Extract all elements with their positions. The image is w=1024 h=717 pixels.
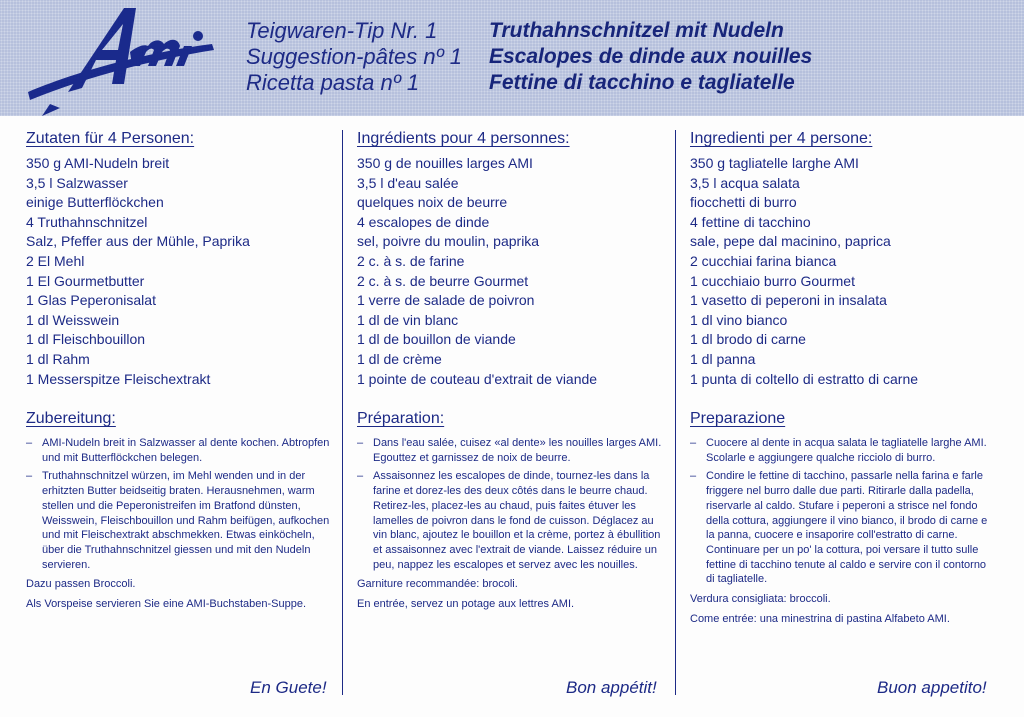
- ingredient-item: 1 dl de crème: [357, 350, 442, 367]
- ingredient-item: Salz, Pfeffer aus der Mühle, Paprika: [26, 233, 250, 250]
- recipe-titles: [489, 18, 812, 96]
- ingredients-list: [357, 154, 657, 389]
- preparation-step: – Cuocere al dente in acqua salata le tagliatelle larghe AMI. Scolarle e aggiungere qualche ricciolo di burro.: [690, 437, 987, 464]
- serving-note: Dazu passen Broccoli.: [26, 578, 136, 591]
- ingredient-item: 4 escalopes de dinde: [357, 213, 490, 230]
- ingredient-item: 2 El Mehl: [26, 252, 85, 269]
- ingredients-list: [26, 154, 326, 389]
- column-divider: [342, 130, 343, 695]
- preparation-text: [690, 436, 995, 628]
- ingredient-item: 3,5 l acqua salata: [690, 174, 800, 191]
- column-german: [26, 128, 330, 611]
- ingredient-item: 4 fettine di tacchino: [690, 213, 811, 230]
- serving-note: Verdura consigliata: broccoli.: [690, 593, 831, 606]
- ingredient-item: 2 cucchiai farina bianca: [690, 252, 837, 269]
- ingredients-list: [690, 154, 990, 389]
- ingredient-item: 2 c. à s. de farine: [357, 252, 465, 269]
- preparation-heading: Préparation:: [357, 410, 445, 427]
- ingredient-item: einige Butterflöckchen: [26, 194, 164, 211]
- column-italian: [690, 128, 990, 625]
- ingredient-item: 1 dl Rahm: [26, 350, 90, 367]
- ingredient-item: 1 dl brodo di carne: [690, 331, 806, 348]
- ingredient-item: 1 vasetto di peperoni in insalata: [690, 292, 887, 309]
- ingredient-item: 1 cucchiaio burro Gourmet: [690, 272, 855, 289]
- title-fr: Escalopes de dinde aux nouilles: [489, 45, 813, 68]
- ingredient-item: sale, pepe dal macinino, paprica: [690, 233, 891, 250]
- ingredients-heading: Zutaten für 4 Personen:: [26, 130, 195, 147]
- preparation-step: – AMI-Nudeln breit in Salzwasser al dente kochen. Abtropfen und mit Butterflöckchen belegen.: [26, 437, 330, 464]
- closing-phrase: Bon appétit!: [566, 678, 657, 697]
- preparation-text: [26, 436, 331, 614]
- preparation-step: – Dans l'eau salée, cuisez «al dente» les nouilles larges AMI. Egouttez et garnissez de noix de beurre.: [357, 437, 662, 464]
- starter-note: Come entrée: una minestrina di pastina Alfabeto AMI.: [690, 612, 950, 625]
- ingredient-item: 1 dl de vin blanc: [357, 311, 459, 328]
- tip-de: Teigwaren-Tip Nr. 1: [246, 18, 438, 43]
- ingredient-item: 1 pointe de couteau d'extrait de viande: [357, 370, 598, 387]
- ingredient-item: 1 dl panna: [690, 350, 756, 367]
- tip-it: Ricetta pasta nº 1: [246, 70, 420, 95]
- ingredient-item: 1 dl vino bianco: [690, 311, 788, 328]
- ingredient-item: 350 g de nouilles larges AMI: [357, 155, 533, 171]
- ingredient-item: 1 dl Weisswein: [26, 311, 120, 328]
- ingredient-item: 3,5 l d'eau salée: [357, 174, 459, 191]
- preparation-text: [357, 436, 662, 614]
- column-divider: [675, 130, 676, 695]
- ingredient-item: 1 punta di coltello di estratto di carne: [690, 370, 919, 387]
- preparation-step: – Assaisonnez les escalopes de dinde, tournez-les dans la farine et dorez-les des deux côtés dans le beurre chaud. Retirez-les, placez-les au chaud, puis faites étuver les lamelles de poivron dans le fond de cuisson. Déglacez au vin blanc, ajoutez le bouillon et la crème, portez à ébullition et assaisonnez avec l'extrait de viande. Laissez réduire un peu, nappez les escalopes et servez avec les nouilles.: [357, 470, 661, 571]
- ingredient-item: 1 dl Fleischbouillon: [26, 331, 146, 348]
- ingredient-item: 350 g AMI-Nudeln breit: [26, 155, 170, 171]
- tip-fr: Suggestion-pâtes nº 1: [246, 44, 462, 69]
- ingredient-item: 1 Glas Peperonisalat: [26, 292, 156, 309]
- ingredient-item: 1 dl de bouillon de viande: [357, 331, 516, 348]
- ingredient-item: 4 Truthahnschnitzel: [26, 213, 148, 230]
- ingredients-heading: Ingredienti per 4 persone:: [690, 130, 873, 147]
- ingredients-heading: Ingrédients pour 4 personnes:: [357, 130, 570, 147]
- ingredient-item: 1 El Gourmetbutter: [26, 272, 145, 289]
- ingredient-item: quelques noix de beurre: [357, 194, 508, 211]
- column-french: [357, 128, 662, 611]
- preparation-heading: Preparazione: [690, 410, 786, 427]
- starter-note: Als Vorspeise servieren Sie eine AMI-Buchstaben-Suppe.: [26, 598, 307, 611]
- preparation-step: – Truthahnschnitzel würzen, im Mehl wenden und in der erhitzten Butter beidseitig braten. Herausnehmen, warm stellen und die Peperonistreifen im Bratfond dünsten, Weisswein, Fleischbouillon und Rahm beifügen, aufkochen und mit Fleischextrakt abschmekken. Etwas einköcheln, über die Truthahnschnitzel giessen und mit den Nudeln servieren.: [26, 470, 330, 571]
- ingredient-item: 350 g tagliatelle larghe AMI: [690, 155, 859, 171]
- ingredient-item: 2 c. à s. de beurre Gourmet: [357, 272, 529, 289]
- preparation-heading: Zubereitung:: [26, 410, 116, 427]
- closing-phrase: Buon appetito!: [877, 678, 987, 697]
- ingredient-item: 3,5 l Salzwasser: [26, 174, 128, 191]
- title-it: Fettine di tacchino e tagliatelle: [489, 71, 795, 94]
- closing-phrase: En Guete!: [250, 678, 327, 697]
- ingredient-item: fiocchetti di burro: [690, 194, 797, 211]
- preparation-step: – Condire le fettine di tacchino, passarle nella farina e farle friggere nel burro dalle due parti. Ritirarle dalla padella, riservarle al caldo. Stufare i peperoni a strisce nel fondo della cottura, aggiungere il vino bianco, il brodo di carne e la panna, cuocere e insaporire coll'estratto di carne. Continuare per un po' la cottura, poi versare il tutto sulle fettine di tacchino tenute al caldo e servire con il contorno di tagliatelle.: [690, 470, 988, 586]
- title-de: Truthahnschnitzel mit Nudeln: [489, 19, 784, 42]
- tip-labels: [246, 18, 462, 96]
- ingredient-item: sel, poivre du moulin, paprika: [357, 233, 540, 250]
- ingredient-item: 1 verre de salade de poivron: [357, 292, 535, 309]
- starter-note: En entrée, servez un potage aux lettres AMI.: [357, 598, 575, 611]
- header-band: [0, 0, 1024, 116]
- serving-note: Garniture recommandée: brocoli.: [357, 578, 518, 591]
- ami-logo: [20, 0, 220, 118]
- ingredient-item: 1 Messerspitze Fleischextrakt: [26, 370, 211, 387]
